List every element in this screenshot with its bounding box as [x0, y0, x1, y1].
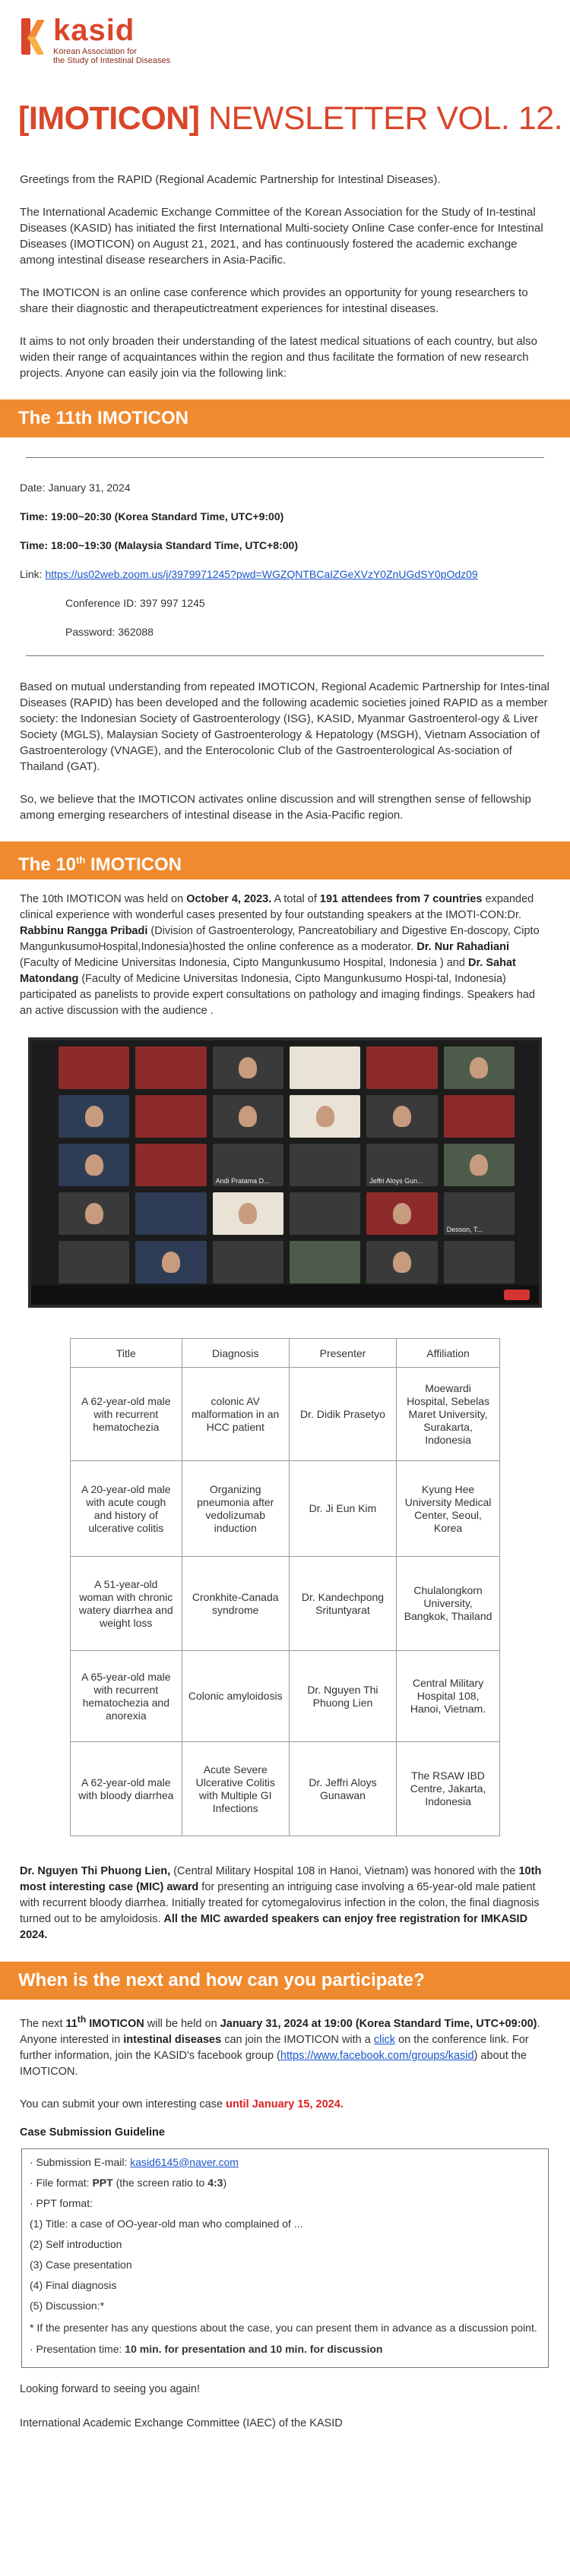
- zoom-link[interactable]: https://us02web.zoom.us/j/3979971245?pwd=WGZQNTBCaIZGeXVzY0ZnUGdSY0pOdz09: [45, 568, 478, 580]
- newsletter-title: [0, 91, 570, 138]
- participant-tile: [213, 1241, 283, 1283]
- summary-attendees: 191 attendees from 7 countries: [319, 893, 483, 905]
- format-label: · File format:: [30, 2176, 93, 2189]
- meeting-info: [0, 473, 570, 646]
- cell-affiliation: Moewardi Hospital, Sebelas Maret University, Surakarta, Indonesia: [397, 1368, 500, 1461]
- signature: International Academic Exchange Committee (IAEC) of the KASID: [20, 2417, 343, 2429]
- next-ordinal-sup: th: [77, 2014, 87, 2025]
- heading-10-sup: th: [76, 854, 86, 866]
- participant-tile: [366, 1046, 437, 1089]
- ppt-item: (3) Case presentation: [30, 2258, 132, 2271]
- participant-tile: [366, 1095, 437, 1138]
- divider: [26, 655, 544, 656]
- participant-tile: [59, 1192, 129, 1235]
- next-topic: intestinal diseases: [123, 2033, 222, 2046]
- intro-paragraph-3: The IMOTICON is an online case conference which provides an opportunity for young researchers to share their diagnostic and therapeutictreatment experiences for intestinal diseases.: [20, 286, 528, 315]
- participant-tile: [135, 1144, 206, 1186]
- cell-title: A 62-year-old male with recurrent hematochezia: [71, 1368, 182, 1461]
- award-name: 10th most interesting case (MIC) award: [20, 1865, 542, 1893]
- cell-title: A 20-year-old male with acute cough and history of ulcerative colitis: [71, 1461, 182, 1557]
- award-text: for presenting an intriguing case involving a 65-year-old male patient with recurrent bloody diarrhea. Initially treated for cytomegalovirus infection in the colon, the final diagnosis turned out to be amyloidosis.: [20, 1881, 540, 1925]
- ppt-item: (5) Discussion:*: [30, 2299, 105, 2312]
- participant-tile: [290, 1192, 360, 1235]
- participant-tile: [444, 1046, 515, 1089]
- participant-tile: [59, 1241, 129, 1283]
- next-text: The next: [20, 2017, 66, 2030]
- submit-text: You can submit your own interesting case: [20, 2098, 226, 2110]
- summary-text: expanded clinical experience with wonderful cases presented by four outstanding speakers at the IMOTI-CON:Dr.: [20, 893, 534, 921]
- cell-title: A 65-year-old male with recurrent hematochezia and anorexia: [71, 1651, 182, 1742]
- participant-tile: [213, 1192, 283, 1235]
- participant-tile: [135, 1241, 206, 1283]
- fellowship-paragraph: So, we believe that the IMOTICON activates online discussion and will strengthen sense of fellowship among emerging researchers of intestinal disease in the Asia-Pacific region.: [20, 793, 531, 822]
- summary-text: (Faculty of Medicine Universitas Indonesia, Cipto Mangunkusumo Hospi-tal, Indonesia) participated as panelists to provide expert consultations on pathology and imaging findings. Speakers had an active discussion with the audience .: [20, 973, 535, 1017]
- closing-line: Looking forward to seeing you again!: [20, 2382, 200, 2395]
- format-value: PPT: [92, 2176, 113, 2189]
- summary-text: (Division of Gastroenterology, Pancreatobiliary and Digestive En-doscopy, Cipto MangunkusumoHospital,Indonesia)hosted the online conference as a moderator.: [20, 925, 540, 953]
- ppt-format-label: · PPT format:: [30, 2196, 93, 2209]
- next-datetime: January 31, 2024 at 19:00 (Korea Standard Time, UTC+09:00): [220, 2017, 537, 2030]
- table-row: [71, 1742, 500, 1836]
- guideline-box: [21, 2148, 549, 2368]
- link-label: Link:: [20, 568, 46, 580]
- cell-affiliation: Central Military Hospital 108, Hanoi, Vietnam.: [397, 1651, 500, 1742]
- submission-email-link[interactable]: kasid6145@naver.com: [130, 2155, 239, 2168]
- participant-tile: [135, 1192, 206, 1235]
- intro-paragraph-2: The International Academic Exchange Committee of the Korean Association for the Study of In-testinal Diseases (KASID) has initiated the first International Multi-society Online Case confer-ence for Intestinal Diseases (IMOTICON) on August 21, 2021, and has continuously fostered the academic exchange among intestinal disease researchers in Asia-Pacific.: [20, 206, 543, 267]
- next-event: IMOTICON: [86, 2017, 144, 2030]
- participant-tile: [366, 1144, 437, 1186]
- click-link[interactable]: click: [373, 2033, 396, 2046]
- conference-id: Conference ID: 397 997 1245: [65, 597, 205, 609]
- award-text: (Central Military Hospital 108 in Hanoi, Vietnam) was honored with the: [170, 1865, 519, 1877]
- heading-10-b: IMOTICON: [85, 854, 182, 875]
- section-next-heading: When is the next and how can you participate?: [0, 1962, 570, 2000]
- title-bracket: [IMOTICON]: [18, 100, 200, 137]
- cell-title: A 62-year-old male with bloody diarrhea: [71, 1742, 182, 1836]
- end-call-icon: [504, 1290, 530, 1300]
- ppt-note: * If the presenter has any questions about the case, you can present them in advance as a discussion point.: [30, 2321, 537, 2334]
- cell-presenter: Dr. Nguyen Thi Phuong Lien: [289, 1651, 396, 1742]
- brand-sub-2: the Study of Intestinal Diseases: [53, 56, 171, 65]
- email-label: · Submission E-mail:: [30, 2155, 131, 2168]
- section-11th-heading: The 11th IMOTICON: [0, 399, 570, 437]
- next-text: ) about the IMOTICON.: [20, 2049, 527, 2078]
- header-logo: [0, 0, 570, 91]
- col-diagnosis: Diagnosis: [182, 1339, 289, 1368]
- participant-tile: [290, 1095, 360, 1138]
- next-paragraph: [0, 2012, 570, 2080]
- cell-presenter: Dr. Kandechpong Srituntyarat: [289, 1557, 396, 1651]
- heading-10-a: The 10: [18, 854, 77, 875]
- participant-tile: [213, 1046, 283, 1089]
- participant-name: Desson, T...: [446, 1226, 483, 1233]
- meeting-time-myt: Time: 18:00~19:30 (Malaysia Standard Time, UTC+8:00): [20, 539, 298, 551]
- ppt-item: (4) Final diagnosis: [30, 2278, 117, 2291]
- format-text: (the screen ratio to: [112, 2176, 208, 2189]
- award-benefit: All the MIC awarded speakers can enjoy free registration for IMKASID 2024.: [20, 1913, 528, 1941]
- brand-sub-1: Korean Association for: [53, 47, 138, 56]
- meeting-date: Date: January 31, 2024: [20, 481, 131, 494]
- table-row: [71, 1557, 500, 1651]
- time-label: · Presentation time:: [30, 2342, 125, 2355]
- ppt-item: (2) Self introduction: [30, 2237, 122, 2250]
- participant-tile: [366, 1192, 437, 1235]
- panelist-name: Dr. Sahat Matondang: [20, 957, 516, 985]
- participant-tile: [444, 1241, 515, 1283]
- cell-diagnosis: Organizing pneumonia after vedolizumab induction: [182, 1461, 289, 1557]
- cell-presenter: Dr. Jeffri Aloys Gunawan: [289, 1742, 396, 1836]
- brand-name: kasid: [53, 14, 135, 47]
- cell-diagnosis: Acute Severe Ulcerative Colitis with Multiple GI Infections: [182, 1742, 289, 1836]
- participant-tile: [59, 1144, 129, 1186]
- cell-title: A 51-year-old woman with chronic watery diarrhea and weight loss: [71, 1557, 182, 1651]
- summary-text: A total of: [271, 893, 320, 905]
- participant-name: Andi Pratama D...: [215, 1177, 270, 1185]
- participant-tile: [213, 1144, 283, 1186]
- participant-tile: [59, 1046, 129, 1089]
- col-affiliation: Affiliation: [397, 1339, 500, 1368]
- participant-tile: [290, 1046, 360, 1089]
- cell-affiliation: The RSAW IBD Centre, Jakarta, Indonesia: [397, 1742, 500, 1836]
- divider: [26, 457, 544, 458]
- intro-greeting: Greetings from the RAPID (Regional Academic Partnership for Intestinal Diseases).: [20, 173, 441, 186]
- cell-affiliation: Kyung Hee University Medical Center, Seoul, Korea: [397, 1461, 500, 1557]
- participant-tile: [135, 1046, 206, 1089]
- summary-text: The 10th IMOTICON was held on: [20, 893, 187, 905]
- participant-tile: [444, 1192, 515, 1235]
- cell-diagnosis: Cronkhite-Canada syndrome: [182, 1557, 289, 1651]
- participant-tile: [290, 1144, 360, 1186]
- cell-affiliation: Chulalongkorn University, Bangkok, Thailand: [397, 1557, 500, 1651]
- kasid-logo-icon: [18, 14, 49, 59]
- summary-date: October 4, 2023.: [186, 893, 272, 905]
- guideline-title: Case Submission Guideline: [20, 2126, 165, 2139]
- next-text: on the conference link. For further information, join the KASID's facebook group (: [20, 2033, 529, 2062]
- rapid-paragraph: Based on mutual understanding from repeated IMOTICON, Regional Academic Partnership for Intes-tinal Diseases (RAPID) has been developed and the following academic societies joined RAPID as a member society: the Indonesian Society of Gastroenterology (ISG), KASID, Myanmar Gastroenterol-ogy & Liver Society (MGLS), Malaysian Society of Gastroenterology & Hepatology (MSGH), Vietnam Association of Gastroenterology (VNAGE), and the Enterocolonic Club of the Gastroenterological As-sociation of Thailand (GAT).: [20, 680, 550, 773]
- cell-presenter: Dr. Ji Eun Kim: [289, 1461, 396, 1557]
- section-10th-heading: [0, 841, 570, 879]
- submit-paragraph: [0, 2097, 570, 2113]
- case-table: [70, 1338, 500, 1836]
- meeting-toolbar: [31, 1285, 539, 1305]
- col-title: Title: [71, 1339, 182, 1368]
- time-value: 10 min. for presentation and 10 min. for discussion: [125, 2342, 383, 2355]
- participant-tile: [59, 1095, 129, 1138]
- ppt-item: (1) Title: a case of OO-year-old man who complained of ...: [30, 2217, 303, 2230]
- facebook-group-link[interactable]: https://www.facebook.com/groups/kasid: [280, 2049, 474, 2062]
- conference-password: Password: 362088: [65, 626, 154, 638]
- participant-name: Jeffri Aloys Gun...: [369, 1177, 423, 1185]
- cell-diagnosis: Colonic amyloidosis: [182, 1651, 289, 1742]
- next-text: can join the IMOTICON with a: [221, 2033, 374, 2046]
- table-row: [71, 1651, 500, 1742]
- format-text: ): [223, 2176, 227, 2189]
- participant-tile: [444, 1144, 515, 1186]
- submit-deadline: until January 15, 2024.: [226, 2098, 344, 2110]
- participant-tile: [366, 1241, 437, 1283]
- participant-tile: [135, 1095, 206, 1138]
- next-ordinal: 11: [65, 2017, 78, 2030]
- conference-screenshot: [28, 1037, 542, 1308]
- col-presenter: Presenter: [289, 1339, 396, 1368]
- meeting-time-kst: Time: 19:00~20:30 (Korea Standard Time, UTC+9:00): [20, 510, 284, 522]
- intro-paragraph-4: It aims to not only broaden their understanding of the latest medical situations of each country, but also widen their range of acquaintances within the region and thus facilitate the formation of new research projects. Anyone can easily join via the following link:: [20, 335, 537, 380]
- panelist-name: Dr. Nur Rahadiani: [416, 941, 509, 953]
- cell-diagnosis: colonic AV malformation in an HCC patient: [182, 1368, 289, 1461]
- format-ratio: 4:3: [207, 2176, 223, 2189]
- moderator-name: Rabbinu Rangga Pribadi: [20, 925, 148, 937]
- award-paragraph: [0, 1864, 570, 1943]
- summary-text: (Faculty of Medicine Universitas Indonesia, Cipto Mangunkusumo Hospital, Indonesia ) and: [20, 957, 468, 969]
- award-winner: Dr. Nguyen Thi Phuong Lien,: [20, 1865, 171, 1877]
- table-row: [71, 1368, 500, 1461]
- next-text: will be held on: [144, 2017, 220, 2030]
- title-rest: NEWSLETTER VOL. 12.: [199, 100, 563, 137]
- cell-presenter: Dr. Didik Prasetyo: [289, 1368, 396, 1461]
- participant-tile: [213, 1095, 283, 1138]
- next-text: . Anyone interested in: [20, 2017, 540, 2046]
- participant-tile: [290, 1241, 360, 1283]
- participant-tile: [444, 1095, 515, 1138]
- table-row: [71, 1461, 500, 1557]
- summary-paragraph: [0, 892, 570, 1019]
